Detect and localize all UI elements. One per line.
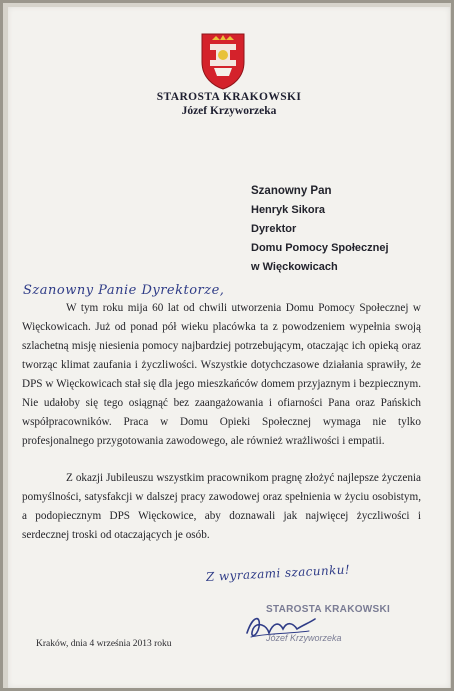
stamp-office: STAROSTA KRAKOWSKI	[266, 604, 391, 615]
handwritten-salutation: Szanowny Panie Dyrektorze,	[23, 283, 225, 298]
letter-page	[8, 7, 450, 688]
paragraph-1-text: W tym roku mija 60 lat od chwili utworzenia Domu Pomocy Społecznej w Więckowicach. Już od ponad pół wieku placówka ta z powodzeniem wypełnia swoją szlachetną misję niesienia pomocy najbardziej potrzebującym, otaczając ich opieką oraz tworząc klimat zaufania i życzliwości. Wszystkie dotychczasowe działania sprawiły, że DPS w Więckowicach stał się dla jego mieszkańców domem przyjaznym i bezpiecznym. Nie udałoby się tego osiągnąć bez zaangażowania i ofiarności Pana oraz Pańskich współpracowników. Praca w Domu Opieki Społecznej wymaga nie tylko profesjonalnego przygotowania zawodowego, ale również wrażliwości i empatii.	[22, 302, 421, 447]
letter-paragraph-2	[22, 469, 421, 545]
handwritten-closing: Z wyrazami szacunku!	[205, 562, 351, 584]
stamp-name: Józef Krzyworzeka	[266, 633, 342, 643]
recipient-institution: Domu Pomocy Społecznej	[251, 242, 389, 254]
recipient-location: w Więckowicach	[251, 261, 338, 273]
place-date: Kraków, dnia 4 września 2013 roku	[36, 639, 172, 649]
official-name: Józef Krzyworzeka	[181, 105, 277, 117]
recipient-name: Henryk Sikora	[251, 204, 325, 216]
recipient-title: Dyrektor	[251, 223, 297, 235]
paragraph-2-text: Z okazji Jubileuszu wszystkim pracownikom pragnę złożyć najlepsze życzenia pomyślności, satysfakcji w dalszej pracy zawodowej oraz spełnienia w życiu osobistym, a podopiecznym DPS Więckowice, aby doznawali jak najwięcej życzliwości i serdecznej troski od otaczających je osób.	[22, 472, 421, 541]
recipient-greeting: Szanowny Pan	[251, 185, 332, 197]
letter-paragraph-1	[22, 299, 421, 451]
office-title: STAROSTA KRAKOWSKI	[156, 91, 302, 103]
coat-of-arms-icon	[196, 30, 250, 90]
